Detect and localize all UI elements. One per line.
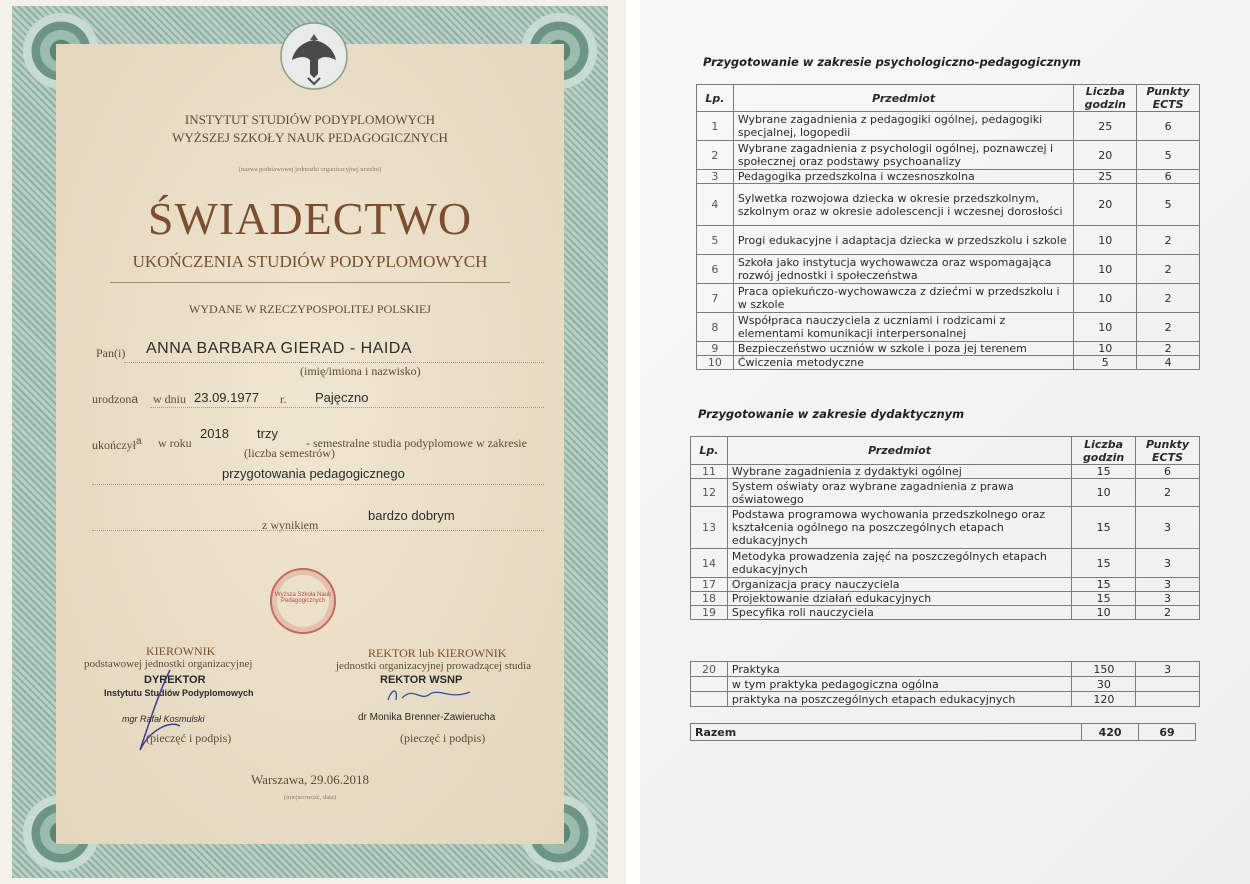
left-sign-unit: Instytutu Studiów Podyplomowych — [104, 688, 254, 698]
cell-hours: 10 — [1074, 284, 1137, 313]
issued-in-text: WYDANE W RZECZYPOSPOLITEJ POLSKIEJ — [189, 302, 431, 316]
cell-hours: 120 — [1072, 692, 1136, 707]
cell-lp: 10 — [697, 356, 734, 370]
cell-hours: 20 — [1074, 184, 1137, 226]
cell-subject: Wybrane zagadnienia z pedagogiki ogólnej, pedagogiki specjalnej, logopedii — [733, 112, 1074, 141]
column-header-hours: Liczba godzin — [1074, 85, 1137, 112]
cell-subject: Organizacja pracy nauczyciela — [727, 578, 1071, 592]
table-row — [691, 677, 1200, 692]
cell-lp: 4 — [697, 184, 734, 226]
cell-hours: 5 — [1074, 356, 1137, 370]
table-row — [697, 141, 1200, 170]
cell-ects: 3 — [1136, 578, 1200, 592]
cell-subject: Bezpieczeństwo uczniów w szkole i poza jej terenem — [733, 342, 1074, 356]
left-sign-name: mgr Rafał Kosmulski — [122, 714, 205, 724]
cell-subject: Specyfika roli nauczyciela — [727, 606, 1071, 620]
cell-subject: Wybrane zagadnienia z psychologii ogólnej, poznawczej i społecznej oraz podstawy psychoanalizy — [733, 141, 1074, 170]
cell-ects: 2 — [1136, 606, 1200, 620]
cell-hours: 30 — [1072, 677, 1136, 692]
column-header-hours: Liczba godzin — [1072, 437, 1136, 465]
table-row — [697, 342, 1200, 356]
cell-subject: Pedagogika przedszkolna i wczesnoszkolna — [733, 170, 1074, 184]
left-sign-note: (pieczęć i podpis) — [146, 731, 232, 745]
cell-lp: 20 — [691, 662, 728, 677]
dotted-line — [150, 407, 544, 408]
cell-hours: 10 — [1072, 606, 1136, 620]
cell-ects: 5 — [1137, 184, 1200, 226]
handwritten-signature-icon — [384, 684, 474, 706]
cell-hours: 15 — [1072, 507, 1136, 549]
cell-hours: 15 — [1072, 592, 1136, 606]
cell-ects — [1136, 677, 1200, 692]
completed-label: ukończył$^a$ — [92, 436, 142, 452]
table-row — [691, 465, 1200, 479]
cell-hours: 10 — [1074, 313, 1137, 342]
table-row — [691, 606, 1200, 620]
section-1-title: Przygotowanie w zakresie psychologiczno-pedagogicznym — [703, 55, 1081, 69]
table-row — [697, 226, 1200, 255]
cell-ects: 2 — [1137, 313, 1200, 342]
cell-lp: 17 — [691, 578, 728, 592]
certificate-subtitle: UKOŃCZENIA STUDIÓW PODYPLOMOWYCH — [132, 252, 488, 271]
cell-hours: 20 — [1074, 141, 1137, 170]
table-row — [697, 112, 1200, 141]
result-label: z wynikiem — [262, 518, 319, 532]
table-row — [691, 507, 1200, 549]
cell-hours: 15 — [1072, 465, 1136, 479]
cell-hours: 25 — [1074, 170, 1137, 184]
cell-ects — [1136, 692, 1200, 707]
curriculum-page — [640, 0, 1250, 884]
cell-subject: w tym praktyka pedagogiczna ogólna — [727, 677, 1072, 692]
table-row — [691, 578, 1200, 592]
left-sign-desc: podstawowej jednostki organizacyjnej — [84, 658, 253, 670]
table-row — [697, 356, 1200, 370]
practice-table — [690, 661, 1200, 707]
name-note: (imię/imiona i nazwisko) — [300, 364, 421, 378]
cell-lp: 9 — [697, 342, 734, 356]
left-sign-title: DYREKTOR — [144, 674, 206, 686]
cell-subject: Ćwiczenia metodyczne — [733, 356, 1074, 370]
name-label: Pan(i) — [96, 346, 126, 360]
curriculum-table-2 — [690, 436, 1200, 620]
cell-hours: 150 — [1072, 662, 1136, 677]
right-sign-note: (pieczęć i podpis) — [400, 731, 486, 745]
cell-lp: 12 — [691, 479, 728, 507]
table-row — [697, 170, 1200, 184]
curriculum-table-1 — [696, 84, 1200, 370]
cell-lp — [691, 677, 728, 692]
born-r: r. — [280, 392, 287, 406]
cell-lp: 14 — [691, 549, 728, 578]
cell-lp: 19 — [691, 606, 728, 620]
cell-ects: 5 — [1137, 141, 1200, 170]
name-value: ANNA BARBARA GIERAD - HAIDA — [146, 340, 413, 357]
right-sign-name: dr Monika Brenner-Zawierucha — [358, 712, 496, 723]
table-row — [691, 479, 1200, 507]
field-value: przygotowania pedagogicznego — [222, 466, 405, 481]
born-date-value: 23.09.1977 — [194, 390, 260, 405]
column-header-ects: Punkty ECTS — [1136, 437, 1200, 465]
right-sign-title: REKTOR WSNP — [380, 674, 463, 686]
cell-hours: 25 — [1074, 112, 1137, 141]
cell-ects: 6 — [1137, 112, 1200, 141]
cell-hours: 10 — [1074, 255, 1137, 284]
cell-hours: 10 — [1074, 342, 1137, 356]
cell-ects: 6 — [1137, 170, 1200, 184]
born-date-label: w dniu — [153, 392, 186, 406]
cell-lp: 2 — [697, 141, 734, 170]
divider — [110, 282, 510, 283]
cell-lp: 1 — [697, 112, 734, 141]
total-hours: 420 — [1082, 724, 1139, 741]
column-header-lp: Lp. — [691, 437, 728, 465]
total-table — [690, 723, 1196, 741]
cell-hours: 10 — [1074, 226, 1137, 255]
table-row — [697, 284, 1200, 313]
cell-lp: 18 — [691, 592, 728, 606]
cell-lp: 6 — [697, 255, 734, 284]
cell-lp: 7 — [697, 284, 734, 313]
cell-subject: Praca opiekuńczo-wychowawcza z dziećmi w przedszkolu i w szkole — [733, 284, 1074, 313]
cell-subject: Wybrane zagadnienia z dydaktyki ogólnej — [727, 465, 1071, 479]
table-row — [691, 662, 1200, 677]
cell-ects: 2 — [1136, 479, 1200, 507]
round-stamp-icon: Wyższa Szkoła Nauk Pedagogicznych — [270, 568, 336, 634]
cell-ects: 2 — [1137, 255, 1200, 284]
table-row — [697, 313, 1200, 342]
institute-line-1: INSTYTUT STUDIÓW PODYPLOMOWYCH — [184, 112, 436, 127]
table-row — [697, 184, 1200, 226]
cell-ects: 3 — [1136, 662, 1200, 677]
table-row — [697, 255, 1200, 284]
cell-subject: Praktyka — [727, 662, 1072, 677]
column-header-ects: Punkty ECTS — [1137, 85, 1200, 112]
total-label: Razem — [691, 724, 1082, 741]
result-value: bardzo dobrym — [368, 508, 455, 523]
column-header-lp: Lp. — [697, 85, 734, 112]
dotted-line — [92, 530, 544, 531]
cell-hours: 15 — [1072, 578, 1136, 592]
completed-year-value: 2018 — [200, 426, 229, 441]
completed-year-label: w roku — [158, 436, 192, 450]
cell-subject: System oświaty oraz wybrane zagadnienia z prawa oświatowego — [727, 479, 1071, 507]
cell-subject: Progi edukacyjne i adaptacja dziecka w przedszkolu i szkole — [733, 226, 1074, 255]
left-sign-role: KIEROWNIK — [146, 644, 216, 658]
column-header-subject: Przedmiot — [727, 437, 1071, 465]
cell-lp: 11 — [691, 465, 728, 479]
table-row — [691, 549, 1200, 578]
cell-ects: 6 — [1136, 465, 1200, 479]
cell-ects: 3 — [1136, 507, 1200, 549]
semesters-value: trzy — [257, 426, 278, 441]
cell-lp: 8 — [697, 313, 734, 342]
completed-description: - semestralne studia podyplomowe w zakresie — [306, 436, 527, 450]
cell-ects: 3 — [1136, 549, 1200, 578]
total-ects: 69 — [1139, 724, 1196, 741]
dotted-line — [92, 484, 544, 485]
cell-ects: 3 — [1136, 592, 1200, 606]
column-header-subject: Przedmiot — [733, 85, 1074, 112]
dotted-line — [124, 362, 544, 363]
cell-subject: Szkoła jako instytucja wychowawcza oraz wspomagająca rozwój jednostki i społeczeństwa — [733, 255, 1074, 284]
cell-ects: 4 — [1137, 356, 1200, 370]
cell-lp: 5 — [697, 226, 734, 255]
institute-note: (nazwa podstawowej jednostki organizacyjnej uczelni) — [238, 166, 382, 173]
polish-eagle-emblem-icon — [280, 20, 348, 92]
cell-subject: Sylwetka rozwojowa dziecka w okresie przedszkolnym, szkolnym oraz w okresie adolescencji i wczesnej dorosłości — [733, 184, 1074, 226]
cell-lp: 3 — [697, 170, 734, 184]
cell-subject: praktyka na poszczególnych etapach edukacyjnych — [727, 692, 1072, 707]
cell-subject: Projektowanie działań edukacyjnych — [727, 592, 1071, 606]
cell-ects: 2 — [1137, 342, 1200, 356]
table-row — [691, 592, 1200, 606]
born-label: urodzona — [92, 392, 139, 406]
cell-subject: Metodyka prowadzenia zajęć na poszczególnych etapach edukacyjnych — [727, 549, 1071, 578]
cell-hours: 15 — [1072, 549, 1136, 578]
place-date-note: (miejscowość, data) — [284, 794, 336, 801]
cell-ects: 2 — [1137, 226, 1200, 255]
certificate-title: ŚWIADECTWO — [147, 193, 473, 244]
semesters-note: (liczba semestrów) — [244, 446, 335, 460]
cell-lp: 13 — [691, 507, 728, 549]
cell-subject: Współpraca nauczyciela z uczniami i rodzicami z elementami komunikacji interpersonalnej — [733, 313, 1074, 342]
institute-line-2: WYŻSZEJ SZKOŁY NAUK PEDAGOGICZNYCH — [172, 130, 448, 145]
section-2-title: Przygotowanie w zakresie dydaktycznym — [698, 407, 965, 421]
place-date: Warszawa, 29.06.2018 — [250, 772, 370, 787]
right-sign-desc: jednostki organizacyjnej prowadzącej studia — [336, 660, 531, 672]
cell-ects: 2 — [1137, 284, 1200, 313]
table-row — [691, 692, 1200, 707]
right-sign-role: REKTOR lub KIEROWNIK — [368, 646, 507, 660]
cell-lp — [691, 692, 728, 707]
cell-hours: 10 — [1072, 479, 1136, 507]
cell-subject: Podstawa programowa wychowania przedszkolnego oraz kształcenia ogólnego na poszczególnych etapach edukacyjnych — [727, 507, 1071, 549]
born-place-value: Pajęczno — [315, 390, 369, 405]
